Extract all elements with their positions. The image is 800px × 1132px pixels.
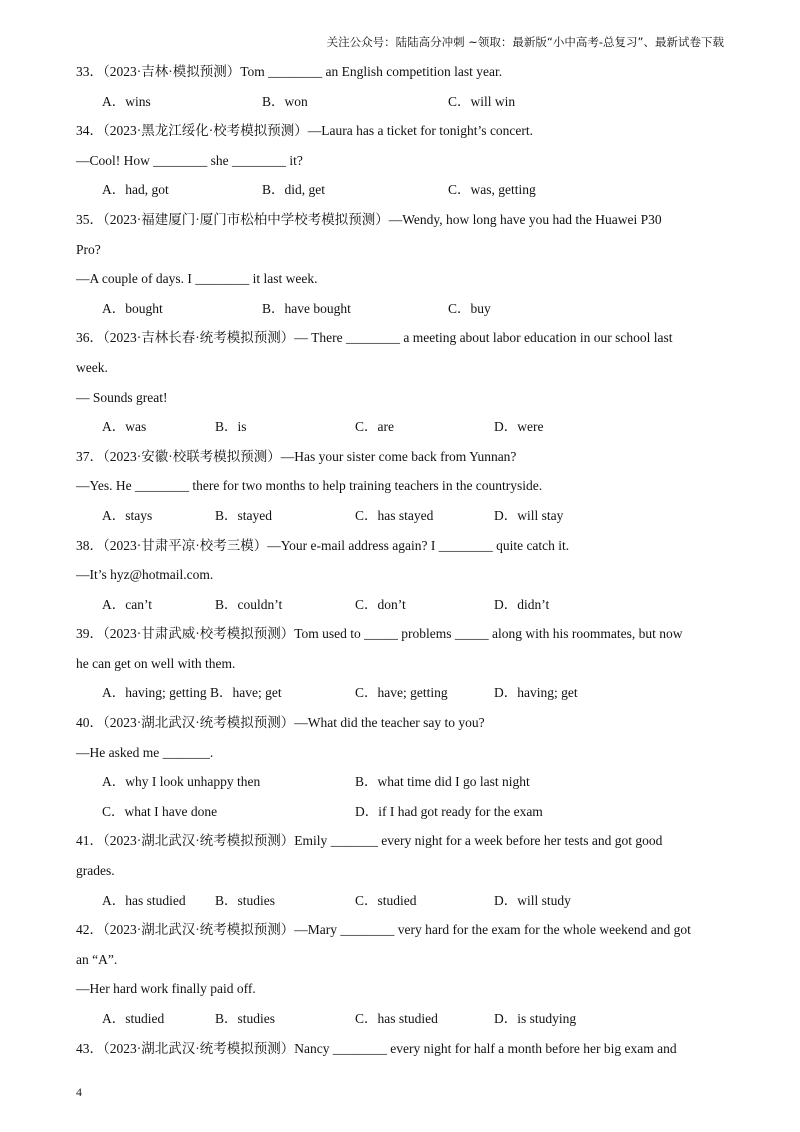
page-number: 4 xyxy=(76,1085,82,1099)
question-text-line: —He asked me _______. xyxy=(76,744,214,760)
answer-options-row xyxy=(76,506,726,536)
question-text-line: 33．（2023·吉林·模拟预测）Tom ________ an English competition last year. xyxy=(76,64,503,79)
question-text-line: 39．（2023·甘肃武威·校考模拟预测）Tom used to _____ problems _____ along with his roommates, but now xyxy=(76,626,683,642)
question-text-line: — Sounds great! xyxy=(76,389,168,405)
answer-options-row xyxy=(76,683,726,713)
answer-option: D．having; get xyxy=(494,685,578,701)
question-text-line: 35．（2023·福建厦门·厦门市松柏中学校考模拟预测）—Wendy, how long have you had the Huawei P30 xyxy=(76,211,662,227)
answer-option: B．what time did I go last night xyxy=(355,774,530,790)
answer-option: B．is xyxy=(215,419,247,435)
answer-options-row xyxy=(76,417,726,447)
question-text-line: 42．（2023·湖北武汉·统考模拟预测）—Mary ________ very hard for the exam for the whole weekend and got xyxy=(76,922,691,938)
answer-option: C．studied xyxy=(355,892,417,908)
answer-options-row xyxy=(76,1009,726,1039)
answer-option: C．what I have done xyxy=(102,803,218,819)
question-text-line: 41．（2023·湖北武汉·统考模拟预测）Emily _______ every night for a week before her tests and got good xyxy=(76,833,663,849)
page-header: 关注公众号：陆陆高分冲刺 ~领取：最新版“小中高考-总复习”、最新试卷下载 xyxy=(326,35,724,49)
answer-option: A．stays xyxy=(102,507,153,523)
answer-options-row xyxy=(76,595,726,625)
question-text-line: week. xyxy=(76,359,108,375)
answer-option: C．will win xyxy=(448,93,516,109)
answer-option: C．buy xyxy=(448,300,491,316)
answer-options-row xyxy=(76,180,726,210)
answer-option: C．was, getting xyxy=(448,182,536,198)
question-text-line: 36．（2023·吉林长春·统考模拟预测）— There ________ a meeting about labor education in our school last xyxy=(76,330,673,346)
question-text-line: 40．（2023·湖北武汉·统考模拟预测）—What did the teacher say to you? xyxy=(76,715,485,731)
question-text-line: —Cool! How ________ she ________ it? xyxy=(76,152,303,168)
answer-option: B．won xyxy=(262,93,308,109)
answer-option: C．are xyxy=(355,419,394,435)
answer-option: A．had, got xyxy=(102,182,169,198)
answer-option: B．have bought xyxy=(262,300,351,316)
answer-option: B．couldn’t xyxy=(215,596,283,612)
question-text-line: he can get on well with them. xyxy=(76,655,236,671)
question-text-line: 37．（2023·安徽·校联考模拟预测）—Has your sister come back from Yunnan? xyxy=(76,448,517,464)
answer-option: A．has studied xyxy=(102,892,186,908)
answer-option: A．was xyxy=(102,419,147,435)
question-text-line: —Yes. He ________ there for two months to help training teachers in the countryside. xyxy=(76,478,543,494)
question-text-line: Pro? xyxy=(76,241,101,257)
answer-option: B．studies xyxy=(215,1011,276,1026)
answer-options-row xyxy=(76,299,726,329)
answer-option: B．studies xyxy=(215,892,276,908)
answer-option: D．didn’t xyxy=(494,596,550,612)
answer-options-row xyxy=(76,772,726,802)
answer-option: D．if I had got ready for the exam xyxy=(355,803,543,819)
answer-option: A．wins xyxy=(102,93,151,109)
question-text-line: —A couple of days. I ________ it last week. xyxy=(76,271,318,287)
question-text-line: —Her hard work finally paid off. xyxy=(76,981,256,997)
answer-option: A．can’t xyxy=(102,596,152,612)
answer-option: D．will study xyxy=(494,892,571,908)
answer-options-row xyxy=(76,891,726,921)
answer-option: A．having; getting B．have; get xyxy=(102,685,282,701)
question-text-line: grades. xyxy=(76,863,115,879)
question-list xyxy=(76,62,726,1068)
answer-option: A．studied xyxy=(102,1011,165,1026)
answer-option: C．don’t xyxy=(355,596,406,612)
question-text-line: 43．（2023·湖北武汉·统考模拟预测）Nancy ________ every night for half a month before her big exam and xyxy=(76,1040,677,1056)
answer-option: D．is studying xyxy=(494,1011,577,1026)
answer-option: A．why I look unhappy then xyxy=(102,774,261,790)
answer-option: D．will stay xyxy=(494,507,564,523)
question-text-line: 34．（2023·黑龙江绥化·校考模拟预测）—Laura has a ticket for tonight’s concert. xyxy=(76,123,534,139)
answer-option: C．has stayed xyxy=(355,507,434,523)
answer-option: A．bought xyxy=(102,300,163,316)
answer-options-row xyxy=(76,92,726,122)
question-text-line: —It’s hyz@hotmail.com. xyxy=(76,567,214,583)
answer-option: D．were xyxy=(494,419,544,435)
answer-option: C．have; getting xyxy=(355,685,448,701)
question-text-line: 38．（2023·甘肃平凉·校考三模）—Your e-mail address again? I ________ quite catch it. xyxy=(76,537,570,553)
answer-option: C．has studied xyxy=(355,1011,438,1026)
question-text-line: an “A”. xyxy=(76,951,118,967)
answer-option: B．stayed xyxy=(215,507,272,523)
answer-option: B．did, get xyxy=(262,182,325,198)
answer-options-row xyxy=(76,802,726,832)
